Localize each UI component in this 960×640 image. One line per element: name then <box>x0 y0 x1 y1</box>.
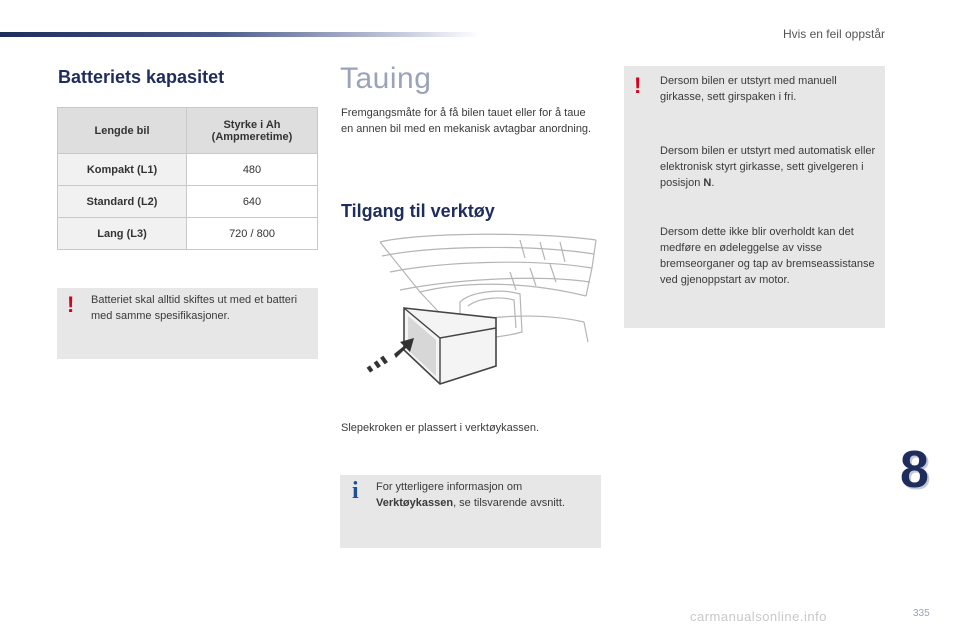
table-header-length: Lengde bil <box>58 108 187 154</box>
info-text-bold: Verktøykassen <box>376 497 454 509</box>
towing-intro: Fremgangsmåte for å få bilen tauet eller for å taue en annen bil med en mekanisk avtagbar anordning. <box>341 107 592 135</box>
watermark: carmanualsonline.info <box>690 609 827 624</box>
table-header-capacity <box>187 108 318 154</box>
warning-manual-gearbox: Dersom bilen er utstyrt med manuell girkasse, sett girspaken i fri. <box>660 75 837 103</box>
table-header-row <box>58 108 318 154</box>
table-row <box>58 218 318 250</box>
info-text-before: For ytterligere informasjon om <box>376 481 523 493</box>
battery-warning-text: Batteriet skal alltid skiftes ut med et batteri med samme spesifikasjoner. <box>91 294 298 322</box>
gearbox-warning-box <box>624 66 885 328</box>
exclamation-icon: ! <box>634 73 642 98</box>
row-value: 720 / 800 <box>187 218 318 250</box>
battery-heading: Batteriets kapasitet <box>58 67 225 87</box>
chapter-number: 8 <box>900 441 929 499</box>
info-box <box>340 475 601 548</box>
warning-p2-after: . <box>711 177 715 189</box>
info-text-after: , se tilsvarende avsnitt. <box>453 497 565 509</box>
exclamation-icon: ! <box>67 292 75 317</box>
warning-brake-damage: Dersom dette ikke blir overholdt kan det medføre en ødeleggelse av visse bremseorganer og tap av bremseassistanse ved gjenoppstart av motor. <box>660 226 875 286</box>
capacity-header-line1: Styrke i Ah <box>223 118 281 131</box>
row-value: 480 <box>187 154 318 186</box>
row-label: Kompakt (L1) <box>58 154 187 186</box>
table-row <box>58 186 318 218</box>
toolbox-illustration <box>360 232 600 392</box>
tools-heading: Tilgang til verktøy <box>341 201 495 221</box>
header-bar <box>0 32 480 37</box>
warning-p2-before: Dersom bilen er utstyrt med automatisk eller elektronisk styrt girkasse, sett givelgeren i posisjon <box>660 145 876 189</box>
warning-p2-bold: N <box>703 177 712 189</box>
battery-capacity-table <box>57 107 318 250</box>
row-label: Lang (L3) <box>58 218 187 250</box>
row-value: 640 <box>187 186 318 218</box>
row-label: Standard (L2) <box>58 186 187 218</box>
tow-hook-text: Slepekroken er plassert i verktøykassen. <box>341 422 540 434</box>
towing-heading: Tauing <box>340 62 432 95</box>
warning-automatic-gearbox <box>660 143 882 191</box>
battery-warning-box <box>57 288 318 359</box>
capacity-header-line2: (Ampmeretime) <box>211 130 293 143</box>
table-row <box>58 154 318 186</box>
chapter-title: Hvis en feil oppstår <box>782 27 885 41</box>
info-text <box>376 479 596 511</box>
page-number: 335 <box>913 608 930 619</box>
info-icon: i <box>352 478 359 504</box>
